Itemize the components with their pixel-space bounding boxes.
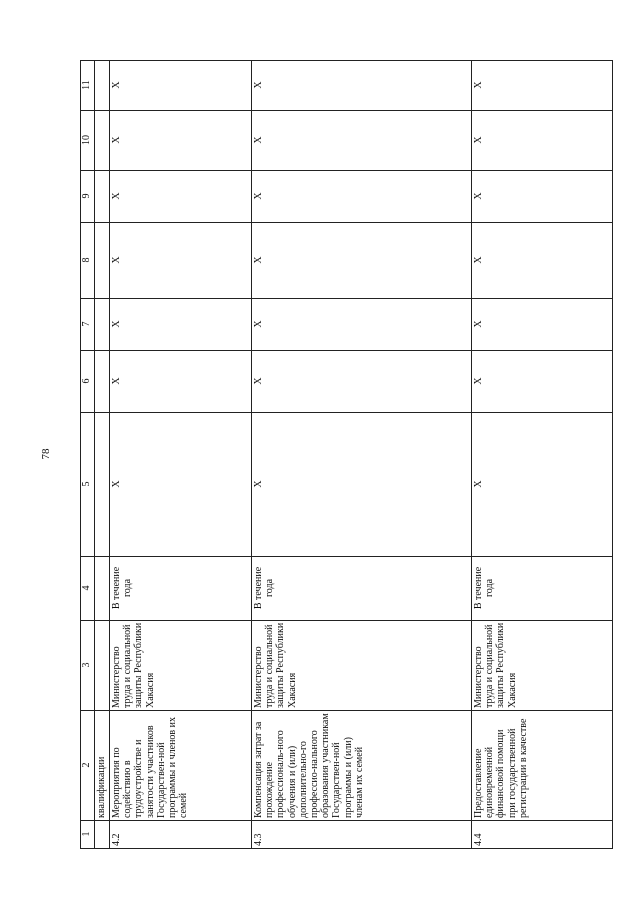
table-cell [109, 412, 252, 557]
header-label: 6 [81, 378, 92, 384]
row-mark: Х [473, 480, 484, 488]
table-cell [109, 60, 252, 111]
table-cell [251, 350, 472, 413]
row-number: 4.3 [253, 833, 264, 846]
row-mark: Х [253, 256, 264, 264]
row-mark: Х [473, 192, 484, 200]
carryover-cell [94, 556, 110, 621]
table-cell [109, 222, 252, 299]
row-name: Мероприятия по содействию в трудоустройстве и занятости участников Государствен-ной программы и членов их семей [111, 716, 190, 818]
carryover-cell [94, 412, 110, 557]
row-mark: Х [253, 192, 264, 200]
table-cell [251, 298, 472, 351]
table-cell [251, 110, 472, 171]
table-cell [471, 60, 613, 111]
header-label: 7 [81, 321, 92, 327]
row-number: 4.4 [473, 833, 484, 846]
carryover-num-cell [94, 820, 110, 849]
row-executor: Министерство труда и социальной защиты Республики Хакасия [111, 622, 156, 708]
table-cell [109, 820, 252, 849]
row-number: 4.2 [111, 833, 122, 846]
row-mark: Х [473, 320, 484, 328]
carryover-cell [94, 60, 110, 111]
table-cell [109, 170, 252, 223]
page-number: 78 [40, 448, 52, 460]
table-cell [471, 350, 613, 413]
table-cell [251, 170, 472, 223]
header-label: 8 [81, 257, 92, 263]
table-cell [251, 60, 472, 111]
carryover-cell [94, 298, 110, 351]
carryover-cell [94, 110, 110, 171]
row-mark: Х [253, 377, 264, 385]
row-term: В течение года [473, 566, 496, 610]
row-mark: Х [253, 480, 264, 488]
carryover-text: квалификации [96, 756, 107, 818]
row-name: Компенсация затрат за прохождение профессиональ-ного обучения и (или) дополнительно-го профессио-нального образования участникам Государствен-ной программы и (или) членам их семей [253, 713, 365, 818]
row-mark: Х [473, 256, 484, 264]
row-mark: Х [111, 256, 122, 264]
row-mark: Х [253, 320, 264, 328]
table-cell [109, 350, 252, 413]
row-executor: Министерство труда и социальной защиты Республики Хакасия [473, 622, 518, 708]
table-cell [251, 412, 472, 557]
row-mark: Х [111, 81, 122, 89]
header-label: 11 [81, 80, 92, 90]
header-label: 4 [81, 585, 92, 591]
table-cell [471, 820, 613, 849]
table-cell [251, 820, 472, 849]
row-name: Предоставление единовременной финансовой помощи при государственной регистрации в качестве [473, 718, 529, 818]
table-cell [471, 110, 613, 171]
table-cell [471, 170, 613, 223]
row-mark: Х [473, 377, 484, 385]
row-term: В течение года [111, 566, 134, 610]
row-executor: Министерство труда и социальной защиты Республики Хакасия [253, 622, 298, 708]
row-mark: Х [111, 480, 122, 488]
row-mark: Х [253, 136, 264, 144]
carryover-cell [94, 620, 110, 711]
table-cell [251, 222, 472, 299]
header-label: 9 [81, 193, 92, 199]
row-mark: Х [111, 320, 122, 328]
row-mark: Х [111, 136, 122, 144]
row-term: В течение года [253, 566, 276, 610]
row-mark: Х [253, 81, 264, 89]
table-cell [471, 222, 613, 299]
header-label: 1 [81, 831, 92, 837]
table-cell [471, 298, 613, 351]
row-mark: Х [111, 377, 122, 385]
table-cell [471, 412, 613, 557]
header-label: 3 [81, 662, 92, 668]
row-mark: Х [473, 81, 484, 89]
header-label: 2 [81, 762, 92, 768]
table-cell [109, 298, 252, 351]
carryover-cell [94, 350, 110, 413]
table-cell [109, 110, 252, 171]
header-label: 5 [81, 481, 92, 487]
row-mark: Х [111, 192, 122, 200]
carryover-cell [94, 222, 110, 299]
header-label: 10 [81, 135, 92, 145]
row-mark: Х [473, 136, 484, 144]
table-cell [251, 556, 472, 621]
carryover-cell [94, 170, 110, 223]
